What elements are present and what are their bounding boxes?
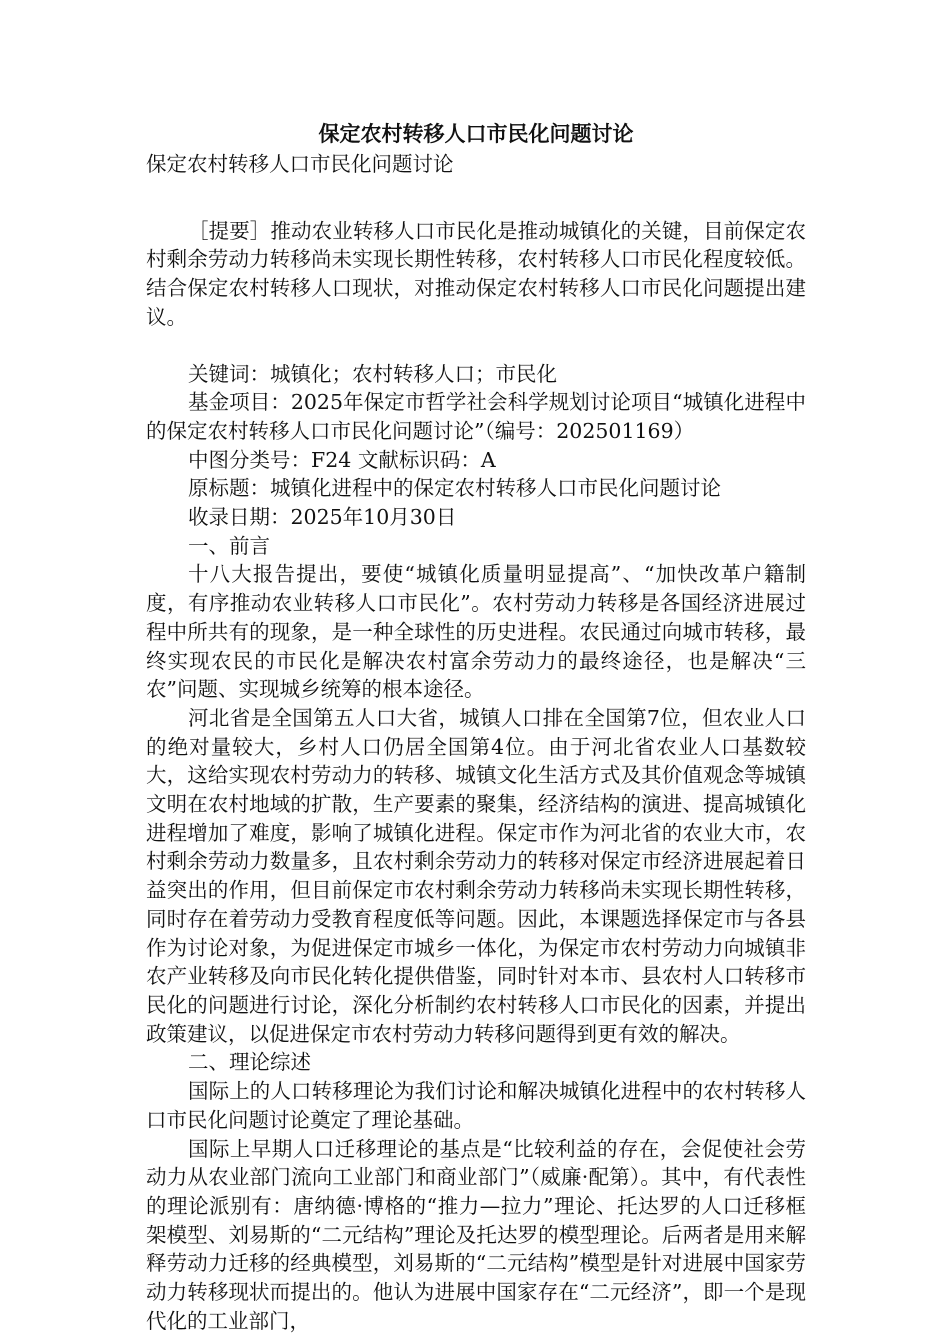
original-title-line: 原标题：城镇化进程中的保定农村转移人口市民化问题讨论: [188, 476, 721, 501]
spacer: [146, 332, 806, 360]
spacer: [146, 179, 806, 207]
body-paragraph-2: 河北省是全国第五人口大省，城镇人口排在全国第7位，但农业人口的绝对量较大，乡村人口仍居全国第4位。由于河北省农业人口基数较大，这给实现农村劳动力的转移、城镇文化生活方式及其价值观念等城镇文明在农村地域的扩散，生产要素的聚集，经济结构的演进、提高城镇化进程增加了难度，影响了城镇化进程。保定市作为河北省的农业大市，农村剩余劳动力数量多，且农村剩余劳动力的转移对保定市经济进展起着日益突出的作用，但目前保定市农村剩余劳动力转移尚未实现长期性转移，同时存在着劳动力受教育程度低等问题。因此，本课题选择保定市与各县作为讨论对象，为促进保定市城乡一体化，为保定市农村劳动力向城镇非农产业转移及向市民化转化提供借鉴，同时针对本市、县农村人口转移市民化的问题进行讨论，深化分析制约农村转移人口市民化的因素，并提出政策建议，以促进保定市农村劳动力转移问题得到更有效的解决。: [146, 705, 806, 1046]
body-paragraph-4: 国际上早期人口迁移理论的基点是“比较利益的存在，会促使社会劳动力从农业部门流向工业部门和商业部门”（威廉·配第）。其中，有代表性的理论派别有：唐纳德·博格的“推力—拉力”理论、托达罗的人口迁移框架模型、刘易斯的“二元结构”理论及托达罗的模型理论。后两者是用来解释劳动力迁移的经典模型，刘易斯的“二元结构”模型是针对进展中国家劳动力转移现状而提出的。他认为进展中国家存在“二元经济”，即一个是现代化的工业部门，: [146, 1136, 806, 1333]
document-subtitle: 保定农村转移人口市民化问题讨论: [146, 152, 454, 176]
document-title: 保定农村转移人口市民化问题讨论: [318, 122, 634, 146]
abstract-paragraph: ［提要］推动农业转移人口市民化是推动城镇化的关键，目前保定农村剩余劳动力转移尚未实现长期性转移，农村转移人口市民化程度较低。结合保定农村转移人口现状，对推动保定农村转移人口市民化问题提出建议。: [146, 218, 806, 329]
fund-line: 基金项目：2025年保定市哲学社会科学规划讨论项目“城镇化进程中的保定农村转移人口市民化问题讨论”（编号：202501169）: [146, 390, 806, 443]
section-heading-2: 二、理论综述: [188, 1050, 311, 1075]
keywords-line: 关键词：城镇化；农村转移人口；市民化: [188, 361, 557, 386]
classification-line: 中图分类号：F24 文献标识码：A: [188, 447, 496, 472]
body-paragraph-3: 国际上的人口转移理论为我们讨论和解决城镇化进程中的农村转移人口市民化问题讨论奠定了理论基础。: [146, 1079, 806, 1132]
section-heading-1: 一、前言: [188, 533, 270, 558]
document-page: [146, 118, 806, 1335]
body-paragraph-1: 十八大报告提出，要使“城镇化质量明显提高”、“加快改革户籍制度，有序推动农业转移人口市民化”。农村劳动力转移是各国经济进展过程中所共有的现象，是一种全球性的历史进程。农民通过向城市转移，最终实现农民的市民化是解决农村富余劳动力的最终途径，也是解决“三农”问题、实现城乡统筹的根本途径。: [146, 562, 806, 702]
received-date-line: 收录日期：2025年10月30日: [188, 505, 457, 530]
